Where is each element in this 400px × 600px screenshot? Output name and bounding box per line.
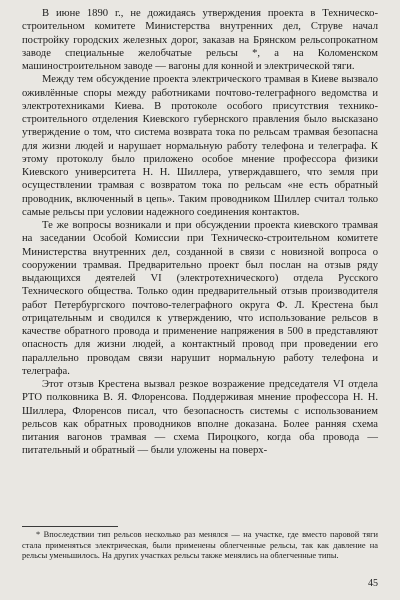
footnote-rule xyxy=(22,526,118,527)
paragraph: Те же вопросы возникали и при обсуждении проекта киевского трамвая на заседании Особой Комиссии при Техническо-строительном комитете Министерства внутренних дел, созданной в связи с новизной вопроса о сооружении трамвая. Предварительно проект был послан на отзыв ряду выдающихся деятелей VI (электротехнического) отдела Русского Технического общества. Только один предварительный отзыв производителя работ Петербургского почтово-телеграфного округа Ф. Л. Крестена был отрицательным и сводился к утверждению, что использование рельсов в качестве обратного провода и применение напряжения в 500 в представляют опасность для жизни людей, а контактный провод при проведении его параллельно проводам связи нарушит нормальную работу телефона и телеграфа. xyxy=(22,220,378,377)
footnote: * Впоследствии тип рельсов несколько раз менялся — на участке, где вместо паровой тяги стала применяться электрическая, были применены облегченные рельсы, так как давление на рельсы уменьшилось. На других участках рельсы также менялись на облегченные типы. xyxy=(22,530,378,561)
paragraph: В июне 1890 г., не дожидаясь утверждения проекта в Техническо-строительном комитете Министерства внутренних дел, Струве начал постройку городских железных дорог, заказав на Брянском рельсопрокатном заводе специальные желобчатые рельсы *, а на Коломенском машиностроительном заводе — вагоны для конной и электрической тяги. xyxy=(22,8,378,72)
paragraph: Этот отзыв Крестена вызвал резкое возражение председателя VI отдела РТО полковника В. Я. Флоренсова. Поддерживая мнение профессора Н. Н. Шиллера, Флоренсов писал, что безопасность системы с использованием рельсов как обратных проводников вполне доказана. Более ранняя схема питания вагонов трамвая — схема Пироцкого, когда оба провода — питательный и обратный — были уложены на поверх- xyxy=(22,379,378,457)
paragraph: Между тем обсуждение проекта электрического трамвая в Киеве вызвало оживлённые споры между работниками почтово-телеграфного ведомства и электротехниками Киева. В протоколе особого присутствия технико-строительного отделения Киевского губернского правления было высказано утверждение о том, что система возврата тока по рельсам трамвая безопасна для жизни людей и нарушает нормальную работу телефона и телеграфа. К этому протоколу было приложено особое мнение профессора физики Киевского университета Н. Н. Шиллера, утверждавшего, что земля при осуществлении трамвая с возвратом тока по рельсам «не есть обратный проводник, включенный в цепь». Таким проводником Шиллер считал только самые рельсы при условии надежного соединения контактов. xyxy=(22,74,378,218)
main-text xyxy=(22,7,378,458)
page-number: 45 xyxy=(368,578,378,589)
